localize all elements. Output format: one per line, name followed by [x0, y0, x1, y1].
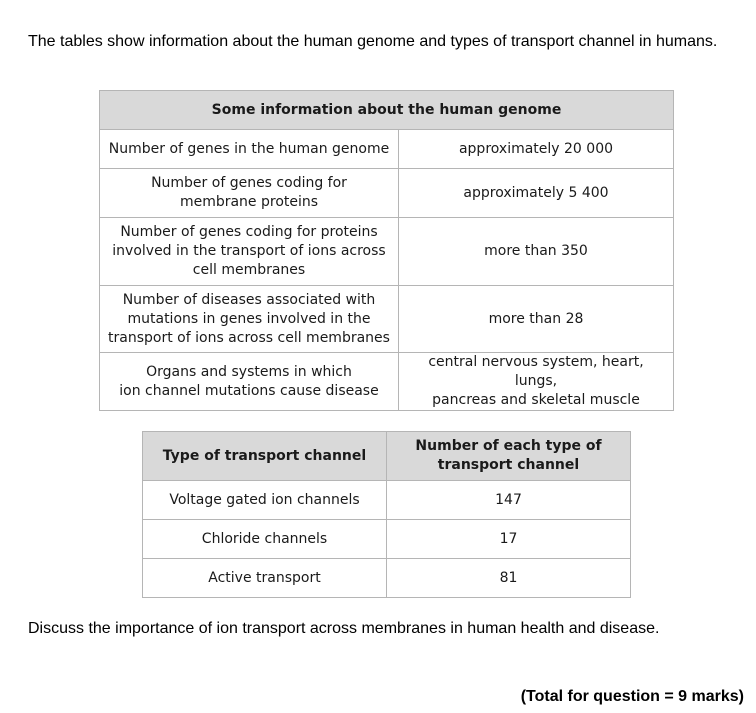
table-row [143, 481, 631, 520]
header-channel-number: Number of each type of transport channel [387, 432, 631, 481]
total-marks: (Total for question = 9 marks) [520, 688, 744, 705]
genome-row-label: Number of diseases associated with mutations in genes involved in the transport of ions across cell membranes [100, 286, 399, 353]
table-row [100, 286, 674, 353]
genome-row-label: Number of genes coding for proteins involved in the transport of ions across cell membranes [100, 218, 399, 286]
genome-row-value: approximately 5 400 [399, 169, 674, 218]
genome-row-value: approximately 20 000 [399, 130, 674, 169]
genome-row-label: Number of genes coding for membrane proteins [100, 169, 399, 218]
channel-number: 81 [387, 559, 631, 598]
genome-info-table [99, 90, 674, 411]
genome-row-value: central nervous system, heart, lungs, pancreas and skeletal muscle [399, 353, 674, 411]
table-row [100, 218, 674, 286]
header-channel-type: Type of transport channel [143, 432, 387, 481]
genome-table-title: Some information about the human genome [100, 91, 674, 130]
channel-type: Voltage gated ion channels [143, 481, 387, 520]
genome-row-value: more than 350 [399, 218, 674, 286]
table-row [143, 559, 631, 598]
channel-type: Active transport [143, 559, 387, 598]
genome-row-value: more than 28 [399, 286, 674, 353]
table-row [100, 169, 674, 218]
table-row [100, 130, 674, 169]
channel-number: 147 [387, 481, 631, 520]
intro-text: The tables show information about the human genome and types of transport channel in humans. [28, 33, 718, 50]
channel-number: 17 [387, 520, 631, 559]
table-row [100, 353, 674, 411]
question-text: Discuss the importance of ion transport across membranes in human health and disease. [28, 620, 660, 637]
genome-row-label: Number of genes in the human genome [100, 130, 399, 169]
channel-type: Chloride channels [143, 520, 387, 559]
genome-row-label: Organs and systems in which ion channel mutations cause disease [100, 353, 399, 411]
table-row [143, 520, 631, 559]
transport-channel-table [142, 431, 631, 598]
